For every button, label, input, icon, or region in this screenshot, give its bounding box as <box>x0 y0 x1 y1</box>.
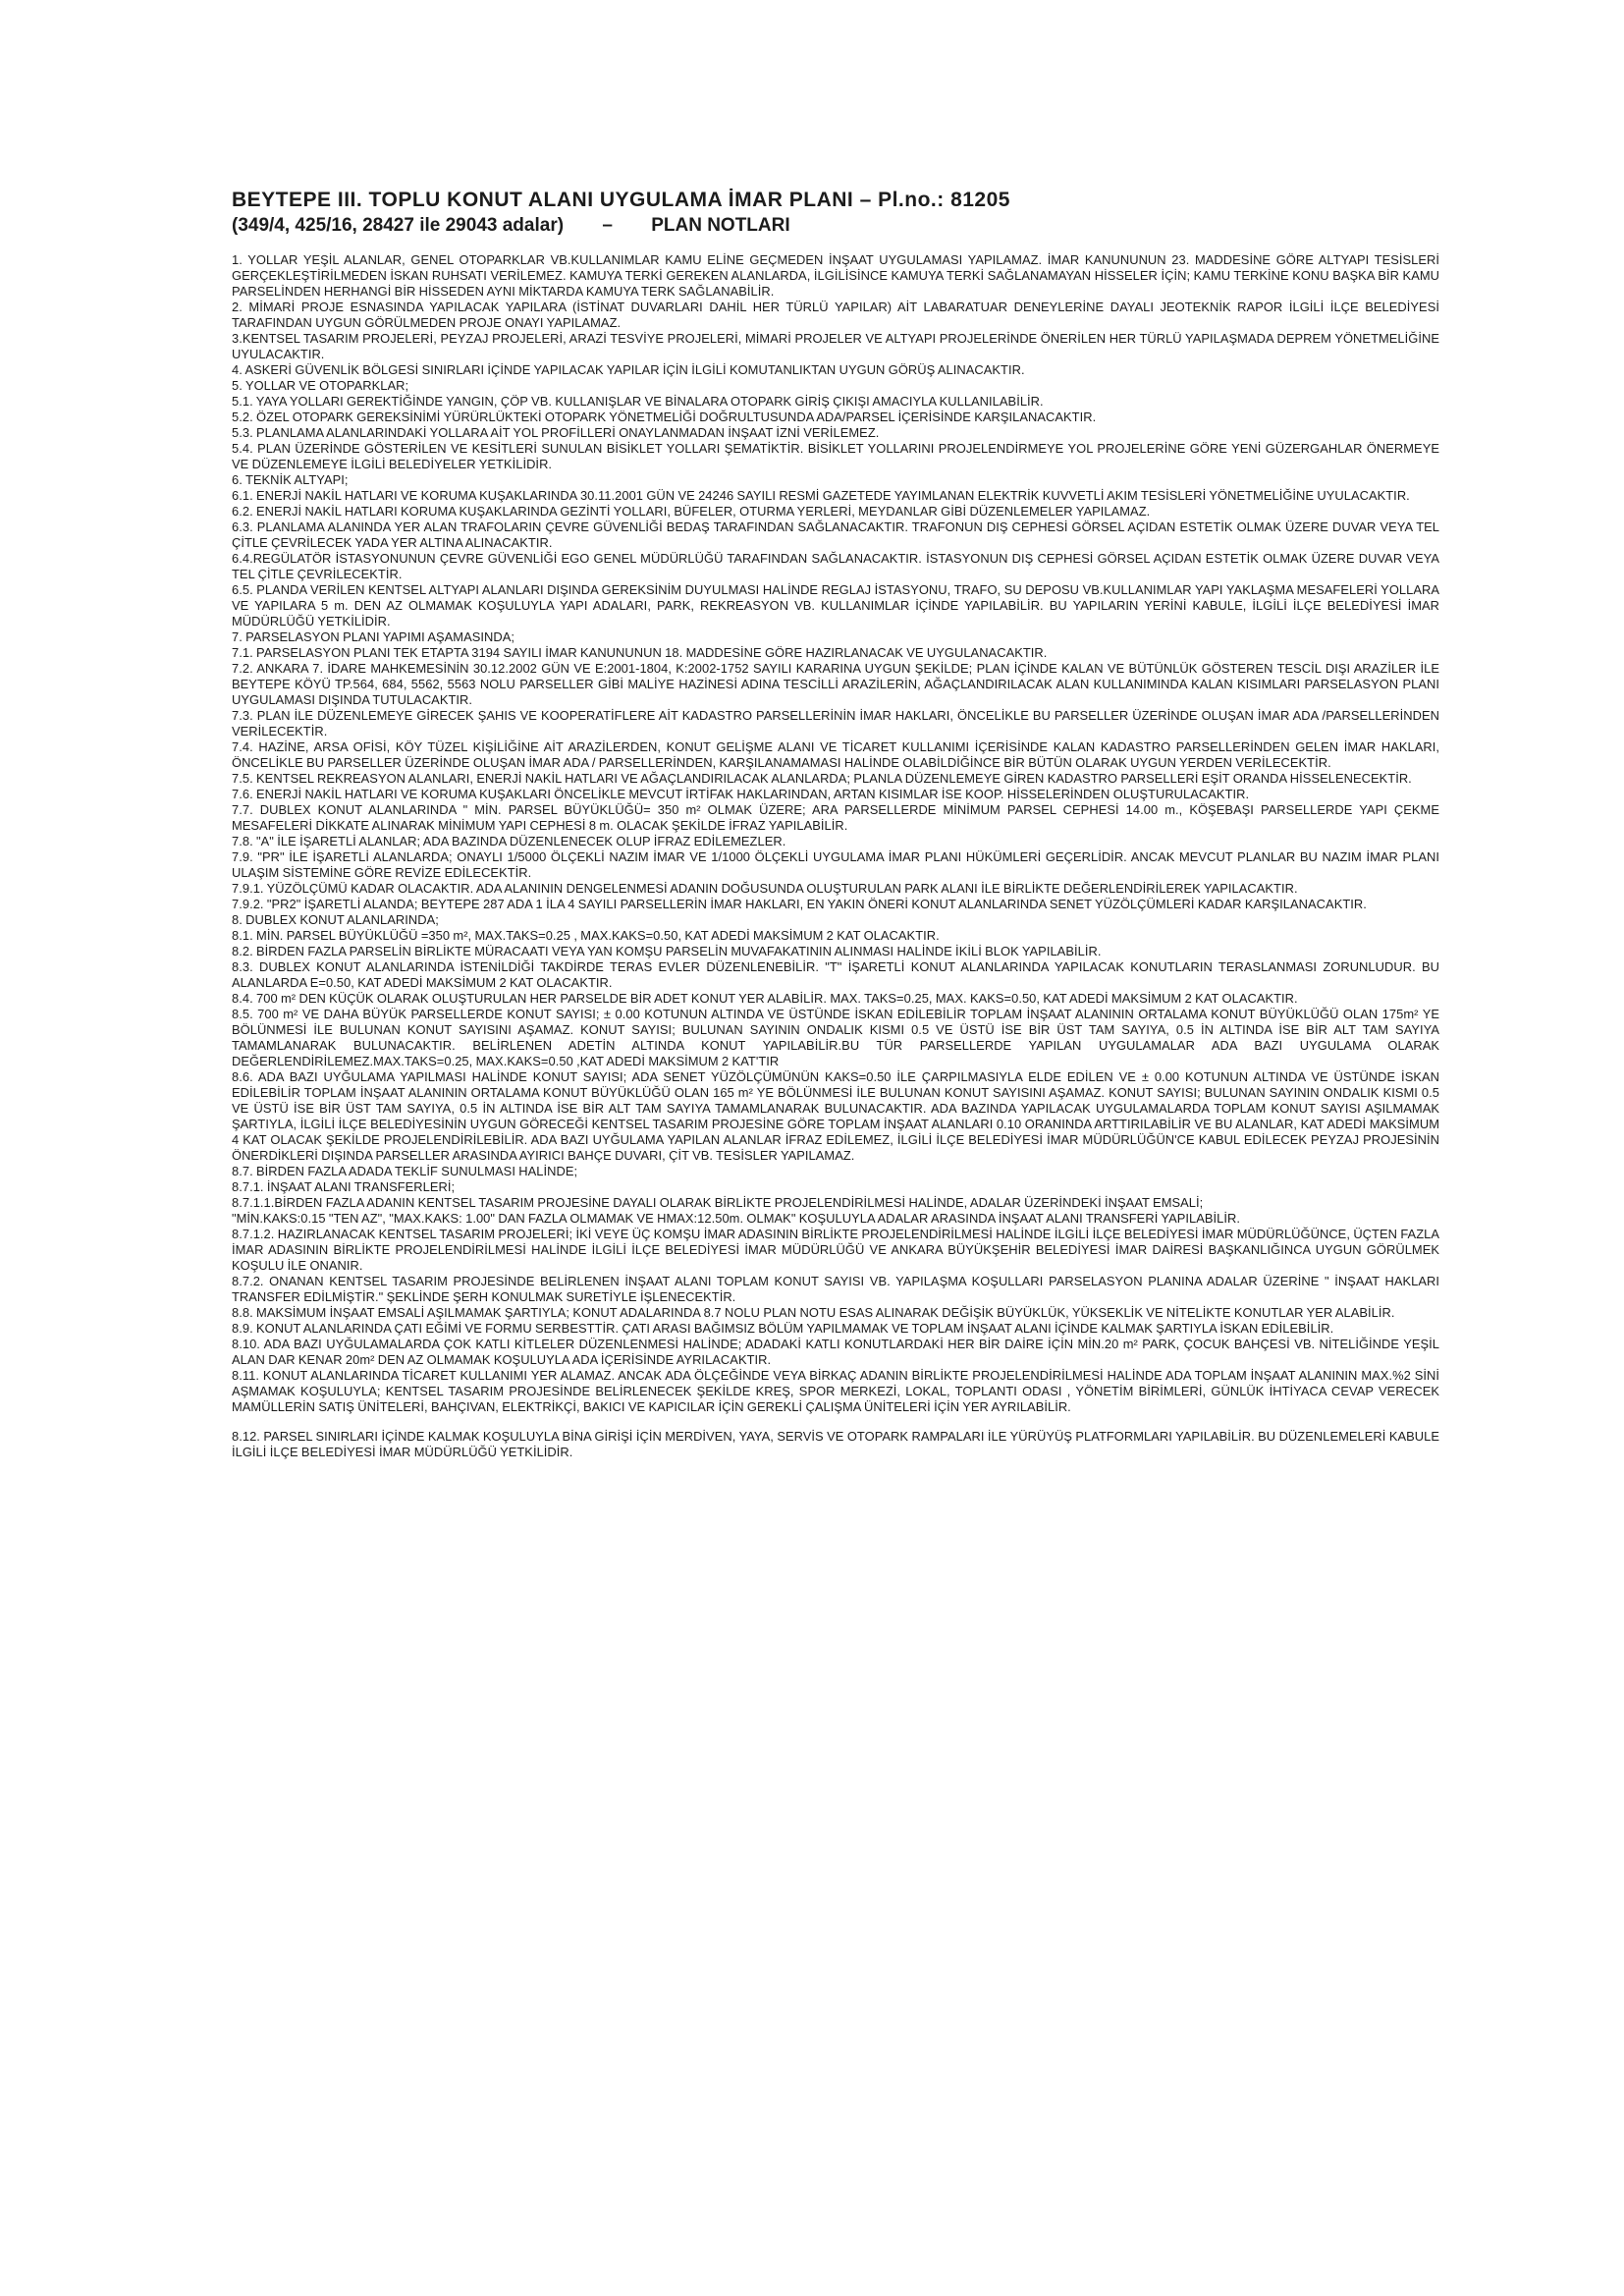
note-7-3: 7.3. PLAN İLE DÜZENLEMEYE GİRECEK ŞAHIS VE KOOPERATİFLERE AİT KADASTRO PARSELLERİNİN İMAR HAKLARI, ÖNCELİKLE BU PARSELLER ÜZERİNDE OLUŞAN İMAR ADA /PARSELLERİNDEN VERİLECEKTİR. <box>232 708 1439 738</box>
note-6-2: 6.2. ENERJİ NAKİL HATLARI KORUMA KUŞAKLARINDA GEZİNTİ YOLLARI, BÜFELER, OTURMA YERLERİ, MEYDANLAR GİBİ DÜZENLEMELER YAPILAMAZ. <box>232 504 1151 519</box>
note-8-6: 8.6. ADA BAZI UYĞULAMA YAPILMASI HALİNDE KONUT SAYISI; ADA SENET YÜZÖLÇÜMÜNÜN KAKS=0.50 İLE ÇARPILMASIYLA ELDE EDİLEN VE ± 0.00 KOTUNUN ALTINDA VE ÜSTÜNDE İSKAN EDİLEBİLİR TOPLAM İNŞAAT ALANININ ORTALAMA KONUT BÜYÜKLÜĞÜ OLAN 165 m² YE BÖLÜNMESİ İLE BULUNAN KONUT SAYISINI AŞAMAZ. KONUT SAYISI; BULUNAN SAYININ ONDALIK KISMI 0.5 VE ÜSTÜ İSE BİR ÜST TAM SAYIYA, 0.5 İN ALTINDA İSE BİR ALT TAM SAYIYA TAMAMLANARAK BULUNACAKTIR. ADA BAZINDA YAPILACAK UYGULAMALARDA TOPLAM KONUT SAYISI AŞILMAMAK ŞARTIYLA, İLGİLİ İLÇE BELEDİYESİNİN UYGUN GÖRECEĞİ KENTSEL TASARIM PROJESİNE GÖRE TOPLAM İNŞAAT ALANLARI 0.10 ORANINDA ARTTIRILABİLİR VE BU ALANLAR, KAT ADEDİ MAKSİMUM 4 KAT OLACAK ŞEKİLDE PROJELENDİRİLEBİLİR. ADA BAZI UYĞULAMA YAPILAN ALANLAR İFRAZ EDİLEMEZ, İLGİLİ İLÇE BELEDİYESİ İMAR MÜDÜRLÜĞÜN'CE KABUL EDİLECEK PEYZAJ PROJESİNİN ÖNERDİKLERİ DIŞINDA PARSELLER ARASINDA AYIRICI BAHÇE DUVARI, ÇİT VB. TESİSLER YAPILAMAZ. <box>232 1069 1439 1163</box>
note-5-4: 5.4. PLAN ÜZERİNDE GÖSTERİLEN VE KESİTLERİ SUNULAN BİSİKLET YOLLARI ŞEMATİKTİR. BİSİKLET YOLLARINI PROJELENDİRMEYE YOL PROJELERİNE GÖRE YENİ GÜZERGAHLAR ÖNERMEYE VE DÜZENLEMEYE İLGİLİ BELEDİYELER YETKİLİDİR. <box>232 441 1439 471</box>
note-6-3: 6.3. PLANLAMA ALANINDA YER ALAN TRAFOLARIN ÇEVRE GÜVENLİĞİ BEDAŞ TARAFINDAN SAĞLANACAKTIR. TRAFONUN DIŞ CEPHESİ GÖRSEL AÇIDAN ESTETİK OLMAK ÜZERE DUVAR VEYA TEL ÇİTLE ÇEVRİLECEK YADA YER ALTINA ALINACAKTIR. <box>232 519 1439 550</box>
note-7-6: 7.6. ENERJİ NAKİL HATLARI VE KORUMA KUŞAKLARI ÖNCELİKLE MEVCUT İRTİFAK HAKLARINDAN, ARTAN KISIMLAR İSE KOOP. HİSSELERİNDEN OLUŞTURULACAKTIR. <box>232 787 1250 801</box>
section-8-heading: 8. DUBLEX KONUT ALANLARINDA; <box>232 912 439 927</box>
document-header <box>232 187 1439 238</box>
note-7-9: 7.9. "PR" İLE İŞARETLİ ALANLARDA; ONAYLI 1/5000 ÖLÇEKLİ NAZIM İMAR VE 1/1000 ÖLÇEKLİ UYGULAMA İMAR PLANI HÜKÜMLERİ GEÇERLİDİR. ANCAK MEVCUT PLANLAR BU NAZIM İMAR PLANI ULAŞIM SİSTEMİNE GÖRE REVİZE EDİLECEKTİR. <box>232 849 1439 880</box>
note-7-5: 7.5. KENTSEL REKREASYON ALANLARI, ENERJİ NAKİL HATLARI VE AĞAÇLANDIRILACAK ALANLARDA; PLANLA DÜZENLEMEYE GİREN KADASTRO PARSELLERİ EŞİT ORANDA HİSSELENECEKTİR. <box>232 771 1412 786</box>
paragraph-gap <box>232 1415 1439 1429</box>
section-6-heading: 6. TEKNİK ALTYAPI; <box>232 472 349 487</box>
note-7-2: 7.2. ANKARA 7. İDARE MAHKEMESİNİN 30.12.2002 GÜN VE E:2001-1804, K:2002-1752 SAYILI KARARINA UYGUN ŞEKİLDE; PLAN İÇİNDE KALAN VE BÜTÜNLÜK GÖSTEREN TESCİL DIŞI ARAZİLER İLE BEYTEPE KÖYÜ TP.564, 684, 5562, 5563 NOLU PARSELLER GİBİ MALİYE HAZİNESİ ADINA TESCİLLİ ARAZİLERİN, AĞAÇLANDIRILACAK ALAN KULLANIMINDA KALAN KISIMLARI PARSELASYON PLANI UYGULAMASI DIŞINDA TUTULACAKTIR. <box>232 661 1439 707</box>
note-5-2: 5.2. ÖZEL OTOPARK GEREKSİNİMİ YÜRÜRLÜKTEKİ OTOPARK YÖNETMELİĞİ DOĞRULTUSUNDA ADA/PARSEL İÇERİSİNDE KARŞILANACAKTIR. <box>232 410 1097 424</box>
note-7-7: 7.7. DUBLEX KONUT ALANLARINDA " MİN. PARSEL BÜYÜKLÜĞÜ= 350 m² OLMAK ÜZERE; ARA PARSELLERDE MİNİMUM PARSEL CEPHESİ 14.00 m., KÖŞEBAŞI PARSELLERDE YAPI ÇEKME MESAFELERİ DİKKATE ALINARAK MİNİMUM YAPI CEPHESİ 8 m. OLACAK ŞEKİLDE İFRAZ YAPILABİLİR. <box>232 802 1439 833</box>
note-2: 2. MİMARİ PROJE ESNASINDA YAPILACAK YAPILARA (İSTİNAT DUVARLARI DAHİL HER TÜRLÜ YAPILAR) AİT LABARATUAR DENEYLERİNE DAYALI JEOTEKNİK RAPOR İLGİLİ İLÇE BELEDİYESİ TARAFINDAN UYGUN GÖRÜLMEDEN PROJE ONAYI YAPILAMAZ. <box>232 300 1439 330</box>
note-6-5: 6.5. PLANDA VERİLEN KENTSEL ALTYAPI ALANLARI DIŞINDA GEREKSİNİM DUYULMASI HALİNDE REGLAJ İSTASYONU, TRAFO, SU DEPOSU VB.KULLANIMLAR YAPI YAKLAŞMA MESAFELERİ YOLLARA VE YAPILARA 5 m. DEN AZ OLMAMAK KOŞULUYLA YAPI ADALARI, PARK, REKREASYON VB. KULLANIMLAR İÇİNDE YAPILABİLİR. BU YAPILARIN YERİNİ KABULE, İLGİLİ İLÇE BELEDİYESİ İMAR MÜDÜRLÜĞÜ YETKİLİDİR. <box>232 582 1439 629</box>
note-3: 3.KENTSEL TASARIM PROJELERİ, PEYZAJ PROJELERİ, ARAZİ TESVİYE PROJELERİ, MİMARİ PROJELER VE ALTYAPI PROJELERİNDE ÖNERİLEN HER TÜRLÜ YAPILAŞMADA DEPREM YÖNETMELİĞİNE UYULACAKTIR. <box>232 331 1439 361</box>
note-8-7-2: 8.7.2. ONANAN KENTSEL TASARIM PROJESİNDE BELİRLENEN İNŞAAT ALANI TOPLAM KONUT SAYISI VB. YAPILAŞMA KOŞULLARI PARSELASYON PLANINA ADALAR ÜZERİNE " İNŞAAT HAKLARI TRANSFER EDİLMİŞTİR." ŞEKLİNDE ŞERH KONULMAK SURETİYLE İŞLENECEKTİR. <box>232 1274 1439 1304</box>
note-8-7-1-1: 8.7.1.1.BİRDEN FAZLA ADANIN KENTSEL TASARIM PROJESİNE DAYALI OLARAK BİRLİKTE PROJELENDİRİLMESİ HALİNDE, ADALAR ÜZERİNDEKİ İNŞAAT EMSALİ; <box>232 1195 1204 1210</box>
note-8-7-1-1-cont: "MİN.KAKS:0.15 "TEN AZ", "MAX.KAKS: 1.00" DAN FAZLA OLMAMAK VE HMAX:12.50m. OLMAK" KOŞULUYLA ADALAR ARASINDA İNŞAAT ALANI TRANSFERİ YAPILABİLİR. <box>232 1211 1241 1226</box>
note-7-4: 7.4. HAZİNE, ARSA OFİSİ, KÖY TÜZEL KİŞİLİĞİNE AİT ARAZİLERDEN, KONUT GELİŞME ALANI VE TİCARET KULLANIMI İÇERİSİNDE KALAN KADASTRO PARSELLERİNDEN GELEN İMAR HAKLARI, ÖNCELİKLE BU PARSELLER ÜZERİNDE OLUŞAN İMAR ADA / PARSELLERİNDEN, KARŞILANAMAMASI HALİNDE OLABİLDİĞİNCE BİR BÜTÜN OLARAK UYGUN YERDEN VERİLECEKTİR. <box>232 739 1439 770</box>
note-7-9-2: 7.9.2. "PR2" İŞARETLİ ALANDA; BEYTEPE 287 ADA 1 İLA 4 SAYILI PARSELLERİN İMAR HAKLARI, EN YAKIN ÖNERİ KONUT ALANLARINDA SENET YÜZÖLÇÜMLERİ KADAR KARŞILANACAKTIR. <box>232 897 1367 911</box>
note-4: 4. ASKERİ GÜVENLİK BÖLGESİ SINIRLARI İÇİNDE YAPILACAK YAPILAR İÇİN İLGİLİ KOMUTANLIKTAN UYGUN GÖRÜŞ ALINACAKTIR. <box>232 362 1025 377</box>
note-8-8: 8.8. MAKSİMUM İNŞAAT EMSALİ AŞILMAMAK ŞARTIYLA; KONUT ADALARINDA 8.7 NOLU PLAN NOTU ESAS ALINARAK DEĞİŞİK BÜYÜKLÜK, YÜKSEKLİK VE NİTELİKTE KONUTLAR YER ALABİLİR. <box>232 1305 1395 1320</box>
note-8-7: 8.7. BİRDEN FAZLA ADADA TEKLİF SUNULMASI HALİNDE; <box>232 1164 578 1178</box>
plan-notes-heading: PLAN NOTLARI <box>651 215 790 236</box>
note-1: 1. YOLLAR YEŞİL ALANLAR, GENEL OTOPARKLAR VB.KULLANIMLAR KAMU ELİNE GEÇMEDEN İNŞAAT UYGULAMASI YAPILAMAZ. İMAR KANUNUNUN 23. MADDESİNE GÖRE ALTYAPI TESİSLERİ GERÇEKLEŞTİRİLMEDEN İSKAN RUHSATI VERİLEMEZ. KAMUYA TERKİ GEREKEN ALANLARDA, İLGİLİSİNCE KAMUYA TERKİ SAĞLANAMAYAN HİSSELER İÇİN; KAMU TERKİNE KONU BAŞKA BİR KAMU PARSELİNDEN HERHANGİ BİR HİSSEDEN AYNI MİKTARDA KAMUYA TERK SAĞLANABİLİR. <box>232 252 1439 299</box>
note-8-3: 8.3. DUBLEX KONUT ALANLARINDA İSTENİLDİĞİ TAKDİRDE TERAS EVLER DÜZENLENEBİLİR. "T" İŞARETLİ KONUT ALANLARINDA YAPILACAK KONUTLARIN TERASLANMASI ZORUNLUDUR. BU ALANLARDA E=0.50, KAT ADEDİ MAKSİMUM 2 KAT OLACAKTIR. <box>232 959 1439 990</box>
note-7-1: 7.1. PARSELASYON PLANI TEK ETAPTA 3194 SAYILI İMAR KANUNUNUN 18. MADDESİNE GÖRE HAZIRLANACAK VE UYGULANACAKTIR. <box>232 645 1048 660</box>
section-7-heading: 7. PARSELASYON PLANI YAPIMI AŞAMASINDA; <box>232 629 515 644</box>
note-8-7-1: 8.7.1. İNŞAAT ALANI TRANSFERLERİ; <box>232 1179 456 1194</box>
plan-notes-body <box>232 252 1439 1460</box>
note-8-2: 8.2. BİRDEN FAZLA PARSELİN BİRLİKTE MÜRACAATI VEYA YAN KOMŞU PARSELİN MUVAFAKATININ ALINMASI HALİNDE İKİLİ BLOK YAPILABİLİR. <box>232 944 1102 958</box>
note-8-5: 8.5. 700 m² VE DAHA BÜYÜK PARSELLERDE KONUT SAYISI; ± 0.00 KOTUNUN ALTINDA VE ÜSTÜNDE İSKAN EDİLEBİLİR TOPLAM İNŞAAT ALANININ ORTALAMA KONUT BÜYÜKLÜĞÜ OLAN 175m² YE BÖLÜNMESİ İLE BULUNAN KONUT SAYISINI AŞAMAZ. KONUT SAYISI; BULUNAN SAYININ ONDALIK KISMI 0.5 VE ÜSTÜ İSE BİR ÜST TAM SAYIYA, 0.5 İN ALTINDA İSE BİR ALT TAM SAYIYA TAMAMLANARAK BULUNACAKTIR. BELİRLENEN ADETİN ALTINDA KONUT YAPILABİLİR.BU TÜR PARSELLERDE YAPILAN UYGULAMALAR ADA BAZI UYGULAMA OLARAK DEĞERLENDİRİLEMEZ.MAX.TAKS=0.25, MAX.KAKS=0.50 ,KAT ADEDİ MAKSİMUM 2 KAT'TIR <box>232 1007 1439 1068</box>
note-8-12: 8.12. PARSEL SINIRLARI İÇİNDE KALMAK KOŞULUYLA BİNA GİRİŞİ İÇİN MERDİVEN, YAYA, SERVİS VE OTOPARK RAMPALARI İLE YÜRÜYÜŞ PLATFORMLARI YAPILABİLİR. BU DÜZENLEMELERİ KABULE İLGİLİ İLÇE BELEDİYESİ İMAR MÜDÜRLÜĞÜ YETKİLİDİR. <box>232 1429 1439 1459</box>
note-7-8: 7.8. "A" İLE İŞARETLİ ALANLAR; ADA BAZINDA DÜZENLENECEK OLUP İFRAZ EDİLEMEZLER. <box>232 834 786 848</box>
note-8-1: 8.1. MİN. PARSEL BÜYÜKLÜĞÜ =350 m², MAX.TAKS=0.25 , MAX.KAKS=0.50, KAT ADEDİ MAKSİMUM 2 KAT OLACAKTIR. <box>232 928 940 943</box>
note-7-9-1: 7.9.1. YÜZÖLÇÜMÜ KADAR OLACAKTIR. ADA ALANININ DENGELENMESİ ADANIN DOĞUSUNDA OLUŞTURULAN PARK ALANI İLE BİRLİKTE DEĞERLENDİRİLEREK YAPILACAKTIR. <box>232 881 1298 896</box>
note-8-7-1-2: 8.7.1.2. HAZIRLANACAK KENTSEL TASARIM PROJELERİ; İKİ VEYE ÜÇ KOMŞU İMAR ADASININ BİRLİKTE PROJELENDİRİLMESİ HALİNDE İLGİLİ İLÇE BELEDİYESİ İMAR MÜDÜRLÜĞÜNCE, ÜÇTEN FAZLA İMAR ADASININ BİRLİKTE PROJELENDİRİLMESİ HALİNDE İLGİLİ İLÇE BELEDİYESİ İMAR MÜDÜRLÜĞÜ VE ANKARA BÜYÜKŞEHİR BELEDİYESİ İMAR DAİRESİ BAŞKANLIĞINCA UYGUN GÖRÜLMEK KOŞULU İLE ONANIR. <box>232 1227 1439 1273</box>
note-8-9: 8.9. KONUT ALANLARINDA ÇATI EĞİMİ VE FORMU SERBESTTİR. ÇATI ARASI BAĞIMSIZ BÖLÜM YAPILMAMAK VE TOPLAM İNŞAAT ALANI İÇİNDE KALMAK ŞARTIYLA İSKAN EDİLEBİLİR. <box>232 1321 1334 1336</box>
note-6-1: 6.1. ENERJİ NAKİL HATLARI VE KORUMA KUŞAKLARINDA 30.11.2001 GÜN VE 24246 SAYILI RESMİ GAZETEDE YAYIMLANAN ELEKTRİK KUVVETLİ AKIM TESİSLERİ YÖNETMELİĞİNE UYULACAKTIR. <box>232 488 1410 503</box>
title-dash: – <box>602 215 613 236</box>
note-8-4: 8.4. 700 m² DEN KÜÇÜK OLARAK OLUŞTURULAN HER PARSELDE BİR ADET KONUT YER ALABİLİR. MAX. TAKS=0.25, MAX. KAKS=0.50, KAT ADEDİ MAKSİMUM 2 KAT OLACAKTIR. <box>232 991 1298 1006</box>
parcel-list: (349/4, 425/16, 28427 ile 29043 adalar) <box>232 215 565 236</box>
note-5-3: 5.3. PLANLAMA ALANLARINDAKİ YOLLARA AİT YOL PROFİLLERİ ONAYLANMADAN İNŞAAT İZNİ VERİLEMEZ. <box>232 425 880 440</box>
note-5-1: 5.1. YAYA YOLLARI GEREKTİĞİNDE YANGIN, ÇÖP VB. KULLANIŞLAR VE BİNALARA OTOPARK GİRİŞ ÇIKIŞI AMACIYLA KULLANILABİLİR. <box>232 394 1044 409</box>
note-8-10: 8.10. ADA BAZI UYĞULAMALARDA ÇOK KATLI KİTLELER DÜZENLENMESİ HALİNDE; ADADAKİ KATLI KONUTLARDAKİ HER BİR DAİRE İÇİN MİN.20 m² PARK, ÇOCUK BAHÇESİ VB. NİTELİĞİNDE YEŞİL ALAN DAR KENAR 20m² DEN AZ OLMAMAK KOŞULUYLA ADA İÇERİSİNDE AYRILACAKTIR. <box>232 1337 1439 1367</box>
note-6-4: 6.4.REGÜLATÖR İSTASYONUNUN ÇEVRE GÜVENLİĞİ EGO GENEL MÜDÜRLÜĞÜ TARAFINDAN SAĞLANACAKTIR. İSTASYONUN DIŞ CEPHESİ GÖRSEL AÇIDAN ESTETİK OLMAK ÜZERE DUVAR VEYA TEL ÇİTLE ÇEVRİLECEKTİR. <box>232 551 1439 581</box>
section-5-heading: 5. YOLLAR VE OTOPARKLAR; <box>232 378 409 393</box>
plan-title: BEYTEPE III. TOPLU KONUT ALANI UYGULAMA İMAR PLANI – Pl.no.: 81205 <box>232 189 1010 211</box>
plan-subtitle-line <box>232 213 1439 238</box>
note-8-11: 8.11. KONUT ALANLARINDA TİCARET KULLANIMI YER ALAMAZ. ANCAK ADA ÖLÇEĞİNDE VEYA BİRKAÇ ADANIN BİRLİKTE PROJELENDİRİLMESİ HALİNDE ADA TOPLAM İNŞAAT ALANININ MAX.%2 SİNİ AŞMAMAK KOŞULUYLA; KENTSEL TASARIM PROJESİNDE BELİRLENECEK ŞEKİLDE KREŞ, SPOR MERKEZİ, LOKAL, TOPLANTI ODASI , YÖNETİM BİRİMLERİ, GÜNLÜK İHTİYACA CEVAP VERECEK MAMÜLLERİN SATIŞ ÜNİTELERİ, BAHÇIVAN, ELEKTRİKÇİ, BAKICI VE KAPICILAR İÇİN GEREKLİ ÇALIŞMA ÜNİTELERİ İÇİN YER AYRILABİLİR. <box>232 1368 1439 1414</box>
